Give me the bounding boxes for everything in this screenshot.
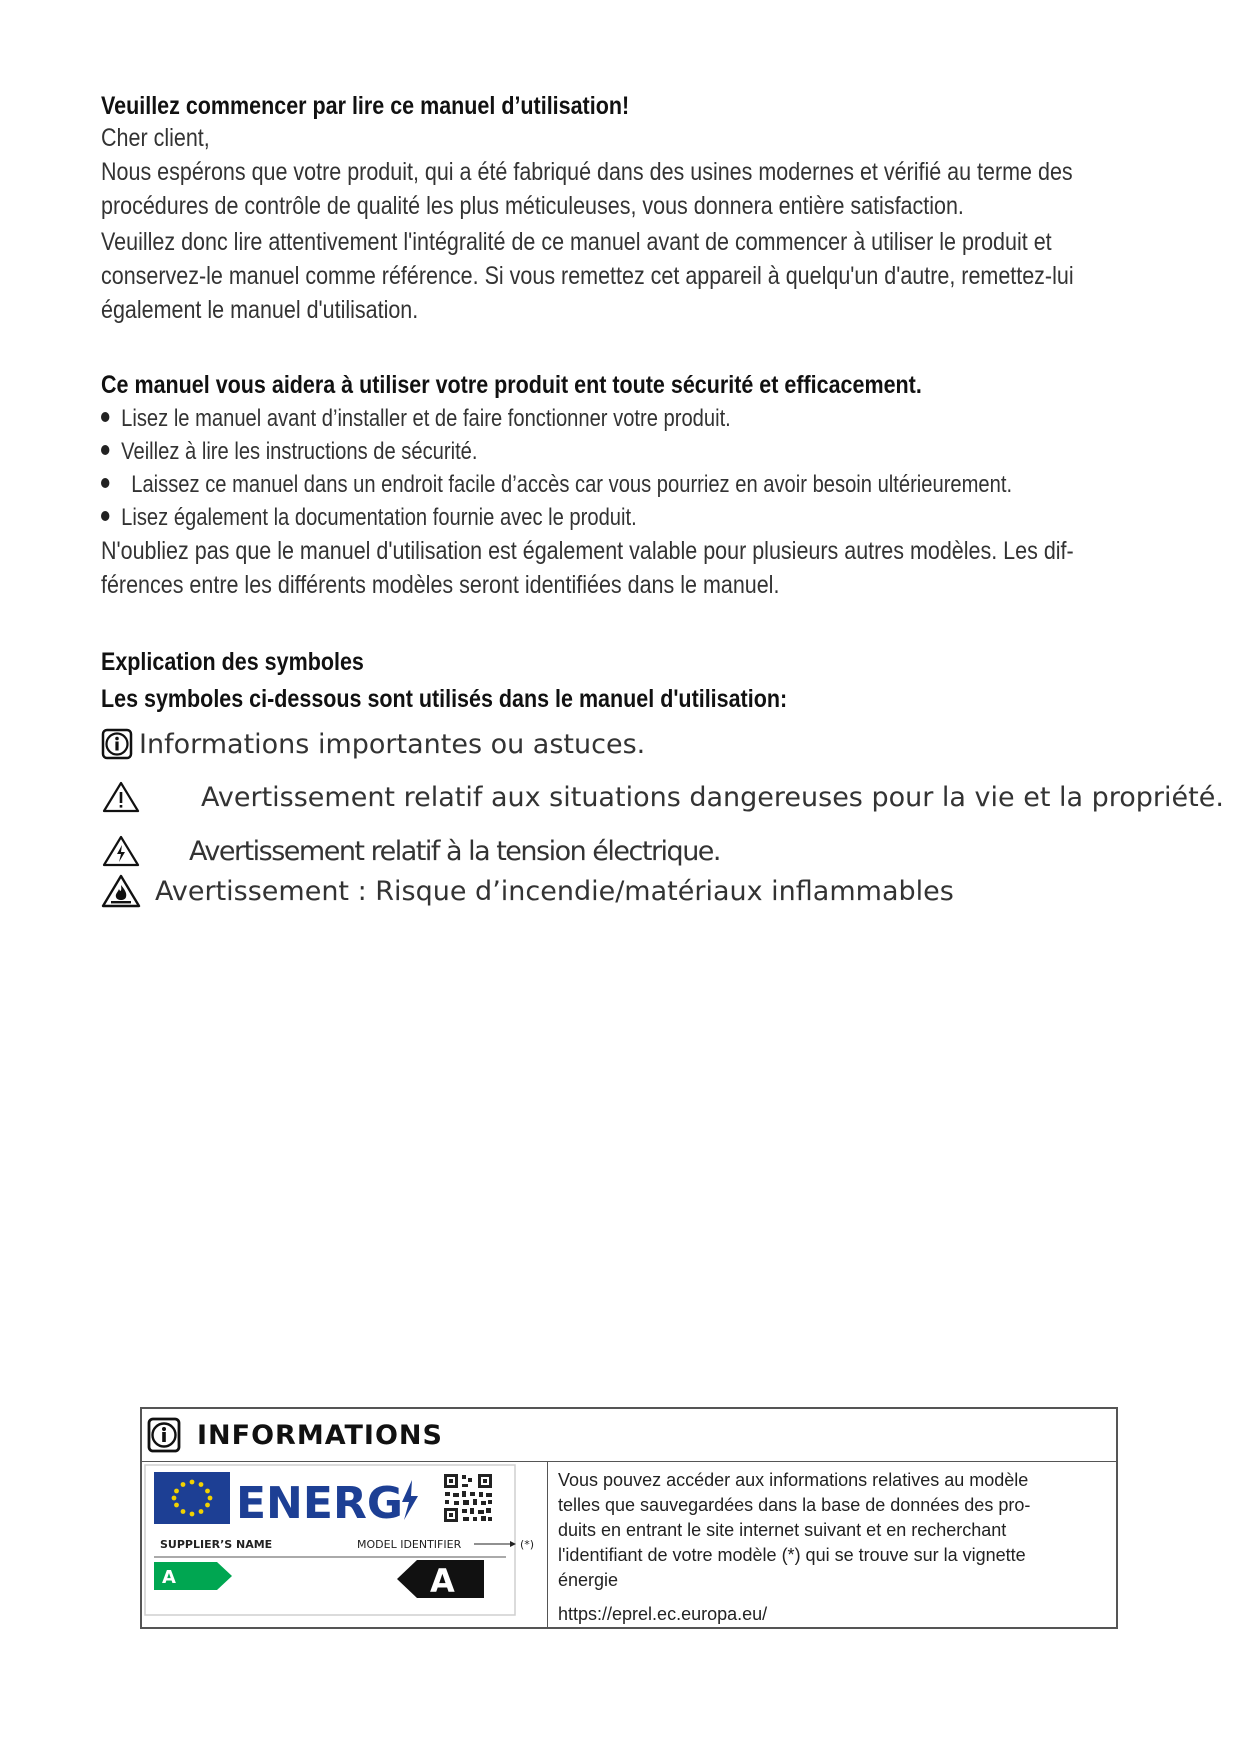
intro-para2-line1: Veuillez donc lire attentivement l'intégralité de ce manuel avant de commencer à utiliser le produit et bbox=[101, 228, 1052, 256]
qr-code-icon bbox=[444, 1474, 492, 1522]
energy-class-letter: A bbox=[430, 1562, 455, 1600]
energy-word: ENERG bbox=[236, 1478, 403, 1529]
list-item: Lisez le manuel avant d’installer et de faire fonctionner votre produit. bbox=[101, 402, 966, 435]
symbol-text: Avertissement : Risque d’incendie/matériaux inflammables bbox=[155, 875, 954, 907]
info-box-body bbox=[142, 1462, 1116, 1627]
intro-para1-line1: Nous espérons que votre produit, qui a été fabriqué dans des usines modernes et vérifié au terme des bbox=[101, 158, 1073, 186]
asterisk-marker: (*) bbox=[520, 1538, 535, 1551]
list-item: Lisez également la documentation fournie avec le produit. bbox=[101, 501, 966, 534]
energy-label bbox=[142, 1462, 547, 1628]
info-box-header bbox=[142, 1409, 1116, 1462]
symbol-text: Avertissement relatif aux situations dangereuses pour la vie et la propriété. bbox=[201, 781, 1224, 813]
guide-bullet-list bbox=[101, 402, 1131, 534]
info-text-line: telles que sauvegardées dans la base de données des pro- bbox=[558, 1495, 1031, 1515]
list-item: Veillez à lire les instructions de sécurité. bbox=[101, 435, 966, 468]
intro-para2-line2: conservez-le manuel comme référence. Si vous remettez cet appareil à quelqu'un d'autre, remettez-lui bbox=[101, 262, 1074, 290]
symbol-row-warning bbox=[101, 780, 1224, 814]
list-item: Laissez ce manuel dans un endroit facile d’accès car vous pourriez en avoir besoin ultérieurement. bbox=[101, 468, 966, 501]
bullet-icon bbox=[101, 511, 109, 521]
symbol-row-electric bbox=[101, 834, 1131, 868]
warning-icon bbox=[101, 780, 141, 814]
greeting: Cher client, bbox=[101, 124, 210, 152]
fire-warning-icon bbox=[101, 874, 141, 908]
electric-warning-icon bbox=[101, 834, 141, 868]
info-icon bbox=[101, 728, 133, 760]
symbols-heading: Explication des symboles bbox=[101, 648, 364, 676]
intro-heading: Veuillez commencer par lire ce manuel d’utilisation! bbox=[101, 92, 630, 120]
bullet-icon bbox=[101, 478, 109, 488]
manual-page bbox=[101, 92, 1224, 908]
info-box-title: INFORMATIONS bbox=[197, 1419, 443, 1451]
symbol-text: Informations importantes ou astuces. bbox=[139, 728, 646, 760]
energy-label-cell bbox=[142, 1462, 548, 1627]
model-identifier-label: MODEL IDENTIFIER bbox=[357, 1538, 462, 1551]
info-text-line: énergie bbox=[558, 1570, 619, 1590]
intro-para2-line3: également le manuel d'utilisation. bbox=[101, 296, 419, 324]
energy-class-scale-letter: A bbox=[162, 1567, 176, 1588]
info-icon bbox=[147, 1417, 181, 1453]
symbol-row-info bbox=[101, 728, 1131, 760]
bullet-icon bbox=[101, 445, 109, 455]
supplier-name-label: SUPPLIER’S NAME bbox=[160, 1538, 273, 1551]
info-text-line: l'identifiant de votre modèle (*) qui se trouve sur la vignette bbox=[558, 1545, 1026, 1565]
symbol-row-fire bbox=[101, 874, 1131, 908]
bullet-icon bbox=[101, 412, 109, 422]
info-text-line: duits en entrant le site internet suivant et en recherchant bbox=[558, 1520, 1007, 1540]
info-text-cell bbox=[548, 1462, 1116, 1627]
guide-note-line2: férences entre les différents modèles seront identifiées dans le manuel. bbox=[101, 571, 780, 599]
info-text-line: Vous pouvez accéder aux informations relatives au modèle bbox=[558, 1470, 1029, 1490]
guide-heading: Ce manuel vous aidera à utiliser votre produit ent toute sécurité et efficacement. bbox=[101, 371, 922, 399]
intro-para1-line2: procédures de contrôle de qualité les plus méticuleuses, vous donnera entière satisfaction. bbox=[101, 192, 964, 220]
symbol-text: Avertissement relatif à la tension électrique. bbox=[189, 835, 720, 867]
guide-note-line1: N'oubliez pas que le manuel d'utilisation est également valable pour plusieurs autres modèles. Les dif- bbox=[101, 537, 1074, 565]
symbols-subheading: Les symboles ci-dessous sont utilisés dans le manuel d'utilisation: bbox=[101, 685, 788, 713]
info-box bbox=[140, 1407, 1118, 1629]
eprel-url: https://eprel.ec.europa.eu/ bbox=[558, 1604, 768, 1624]
